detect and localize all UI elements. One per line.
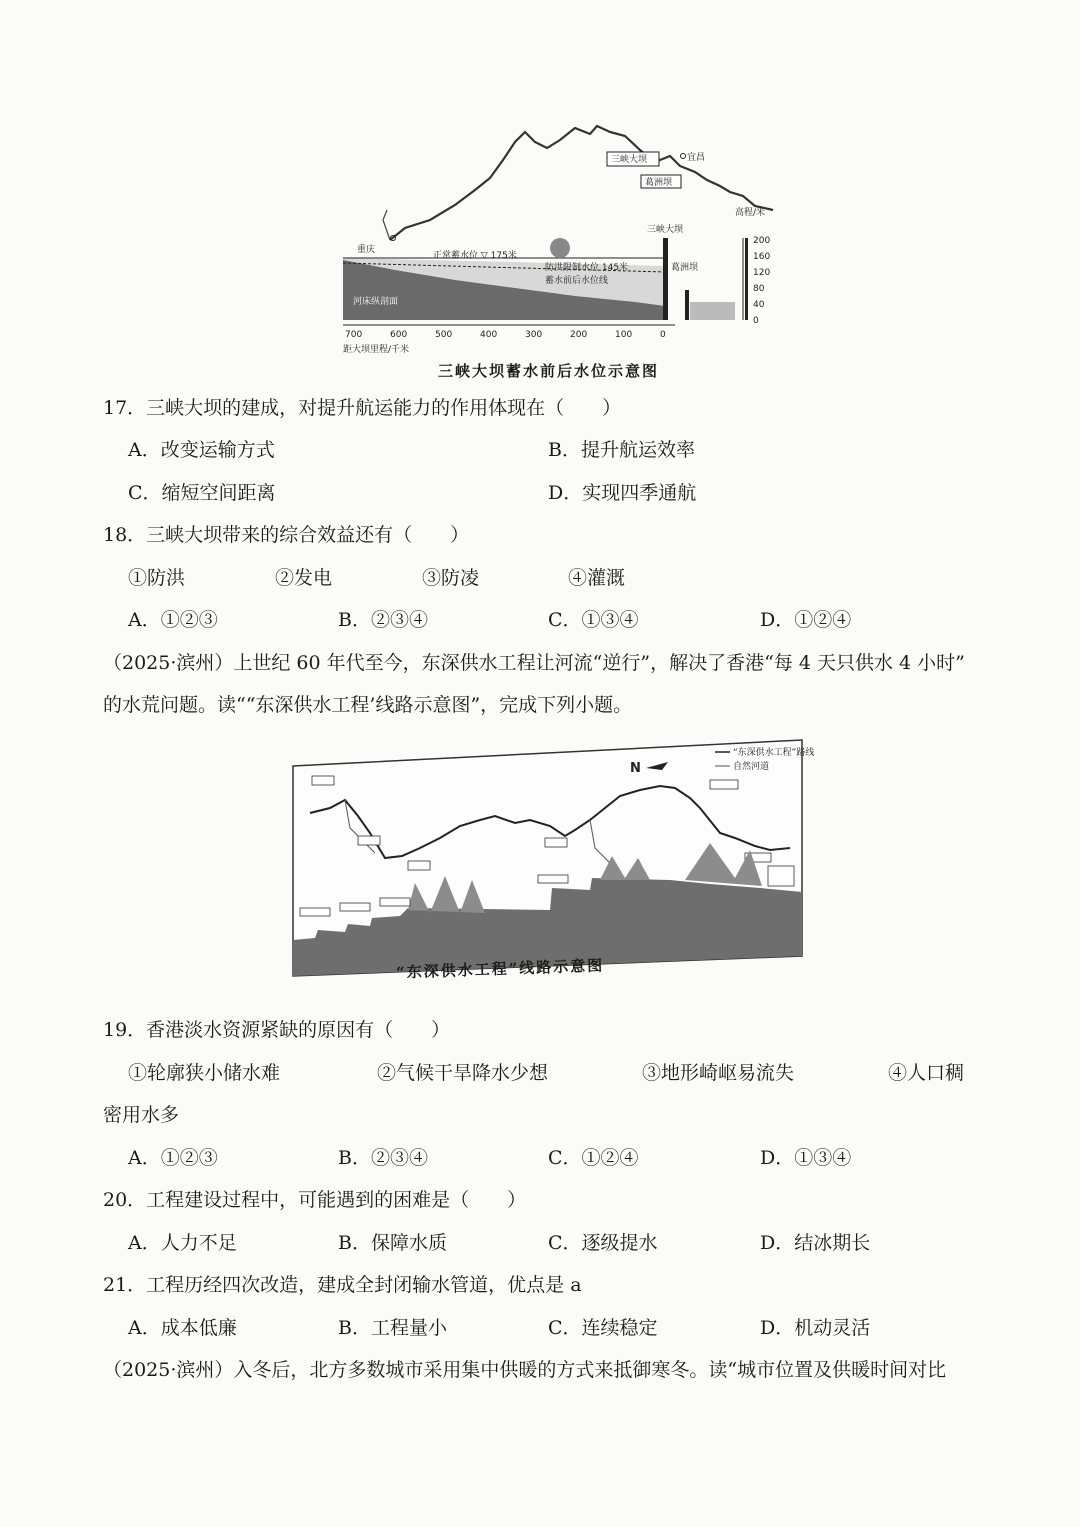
q18-item-1: ①防洪 (128, 567, 186, 589)
elev-unit: 高程/米 (735, 208, 766, 218)
flood-level-label: 防洪限制水位 145米 (545, 263, 629, 273)
dist-tick: 700 (345, 330, 363, 340)
q21-option-c[interactable]: C．连续稳定 (548, 1317, 658, 1339)
elevation-ticks (753, 236, 770, 326)
dist-tick: 200 (570, 330, 588, 340)
distance-ticks (345, 330, 666, 340)
chongqing-label: 重庆 (357, 245, 376, 255)
q20-stem: 20．工程建设过程中，可能遇到的困难是（ ） (103, 1189, 527, 1211)
q19-stem: 19．香港淡水资源紧缺的原因有（ ） (103, 1019, 451, 1041)
q18-stem: 18．三峡大坝带来的综合效益还有（ ） (103, 524, 470, 546)
fig1-caption: 三峡大坝蓄水前后水位示意图 (438, 362, 660, 380)
gezhouba-label: 葛洲坝 (671, 263, 699, 273)
q17-stem: 17．三峡大坝的建成，对提升航运能力的作用体现在（ ） (103, 397, 622, 419)
legend-river: 自然河道 (733, 762, 770, 772)
q20-option-d[interactable]: D．结冰期长 (760, 1232, 871, 1254)
q18-option-d[interactable]: D．①②④ (760, 609, 852, 631)
dam-box-label: 三峡大坝 (611, 155, 648, 165)
dist-unit: 距大坝里程/千米 (343, 345, 410, 355)
elev-tick: 0 (753, 316, 759, 326)
normal-level-label: 正常蓄水位 ▽ 175米 (433, 251, 517, 261)
q17-option-b[interactable]: B．提升航运效率 (548, 439, 695, 461)
elev-tick: 40 (753, 300, 765, 310)
elev-tick: 200 (753, 236, 771, 246)
q21-stem: 21．工程历经四次改造，建成全封闭输水管道，优点是 a (103, 1274, 582, 1296)
yichang-label: 宜昌 (687, 153, 706, 163)
dongshen-water-supply-diagram (290, 738, 815, 986)
dist-tick: 0 (660, 330, 666, 340)
legend-route: “东深供水工程”路线 (733, 748, 815, 758)
q18-item-3: ③防凌 (422, 567, 480, 589)
north-arrow: N (630, 761, 641, 776)
elev-tick: 120 (753, 268, 771, 278)
dist-tick: 600 (390, 330, 408, 340)
q17-option-d[interactable]: D．实现四季通航 (548, 482, 697, 504)
q18-option-a[interactable]: A．①②③ (128, 609, 218, 631)
intro3-line1: （2025·滨州）入冬后，北方多数城市采用集中供暖的方式来抵御寒冬。读“城市位置及供暖时间对比 (103, 1359, 947, 1381)
dist-tick: 300 (525, 330, 543, 340)
q19-item-2: ②气候干旱降水少想 (377, 1062, 549, 1084)
three-gorges-water-level-diagram (335, 120, 785, 360)
q18-option-c[interactable]: C．①③④ (548, 609, 639, 631)
q19-item-1: ①轮廓狭小储水难 (128, 1062, 281, 1084)
q19-item-4: ④人口稠 (888, 1062, 965, 1084)
q19-option-d[interactable]: D．①③④ (760, 1147, 852, 1169)
dist-tick: 400 (480, 330, 498, 340)
q20-option-a[interactable]: A．人力不足 (128, 1232, 237, 1254)
elev-tick: 160 (753, 252, 771, 262)
intro2-line1: （2025·滨州）上世纪 60 年代至今，东深供水工程让河流“逆行”，解决了香港“每 4 天只供水 4 小时” (103, 652, 965, 674)
q19-option-a[interactable]: A．①②③ (128, 1147, 218, 1169)
riverbed-label: 河床纵剖面 (353, 297, 399, 307)
intro2-line2: 的水荒问题。读““东深供水工程’线路示意图”，完成下列小题。 (103, 694, 633, 716)
q17-option-a[interactable]: A．改变运输方式 (128, 439, 275, 461)
elev-tick: 80 (753, 284, 765, 294)
q21-option-b[interactable]: B．工程量小 (338, 1317, 447, 1339)
backwater-label: 蓄水前后水位线 (545, 276, 609, 286)
q20-option-c[interactable]: C．逐级提水 (548, 1232, 658, 1254)
dist-tick: 500 (435, 330, 453, 340)
gezhouba-box-label: 葛洲坝 (645, 178, 673, 188)
q18-option-b[interactable]: B．②③④ (338, 609, 428, 631)
q19-option-c[interactable]: C．①②④ (548, 1147, 639, 1169)
q17-option-c[interactable]: C．缩短空间距离 (128, 482, 276, 504)
fig2-caption: “东深供水工程”线路示意图 (395, 956, 605, 982)
q19-item-4-cont: 密用水多 (103, 1104, 180, 1126)
q21-option-d[interactable]: D．机动灵活 (760, 1317, 871, 1339)
dam-top-label: 三峡大坝 (647, 225, 684, 235)
q19-option-b[interactable]: B．②③④ (338, 1147, 428, 1169)
dist-tick: 100 (615, 330, 633, 340)
q20-option-b[interactable]: B．保障水质 (338, 1232, 447, 1254)
q21-option-a[interactable]: A．成本低廉 (128, 1317, 237, 1339)
q19-item-3: ③地形崎岖易流失 (642, 1062, 795, 1084)
q18-item-4: ④灌溉 (568, 567, 626, 589)
q18-item-2: ②发电 (275, 567, 333, 589)
